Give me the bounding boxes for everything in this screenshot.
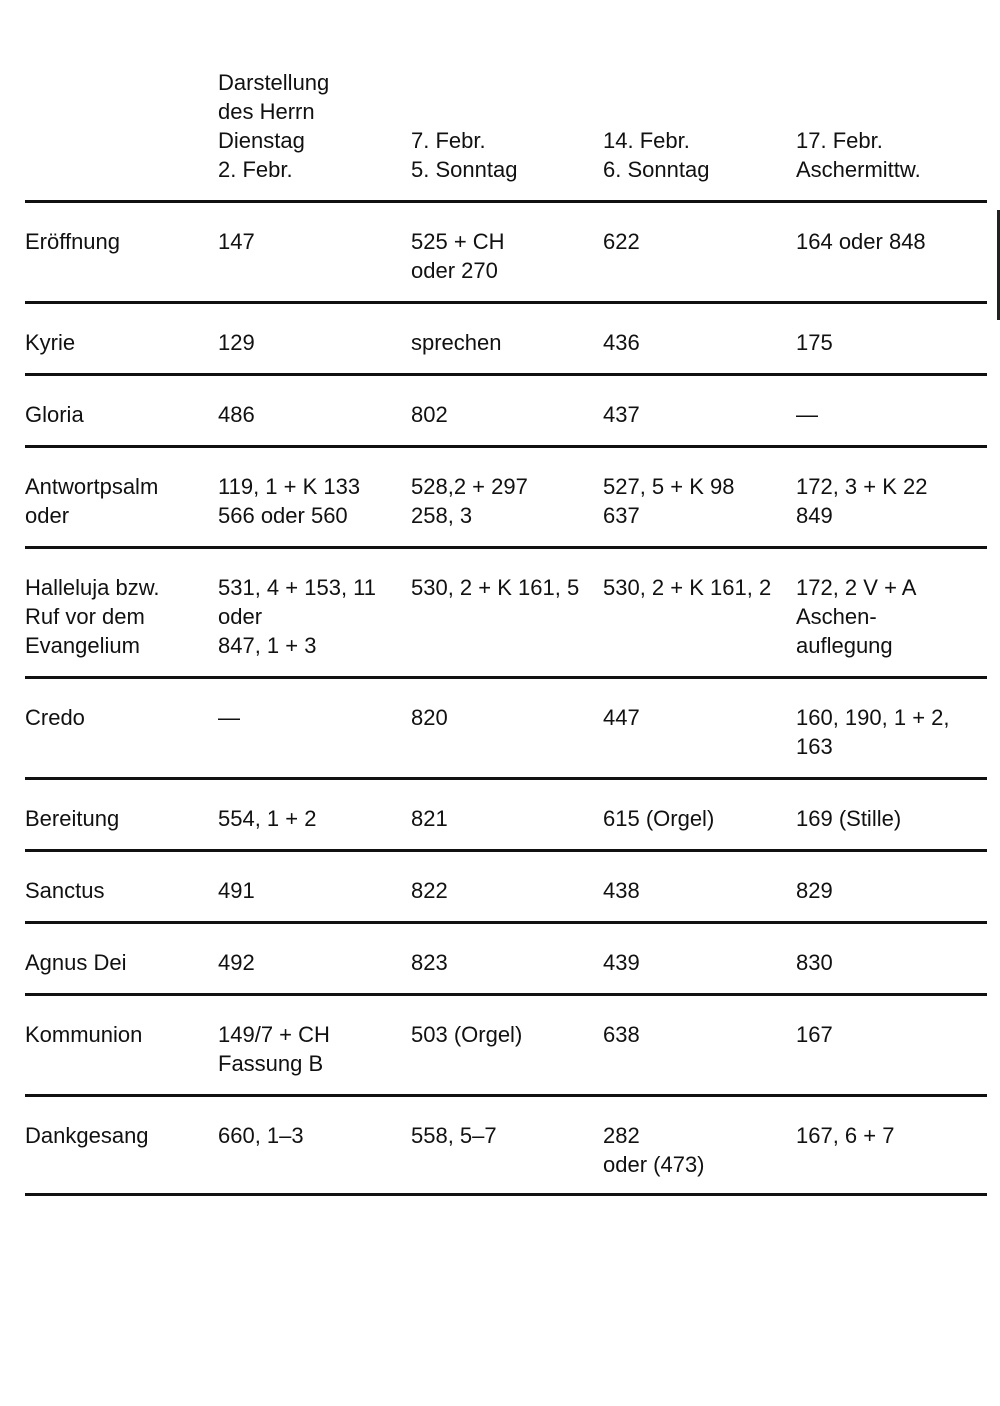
hymn-schedule-table	[25, 200, 987, 1196]
row-label: Bereitung	[25, 806, 120, 831]
table-cell: 167, 6 + 7	[796, 1123, 895, 1148]
row-label: Agnus Dei	[25, 950, 127, 975]
header-date-2-febr: Darstellung des Herrn Dienstag 2. Febr.	[218, 70, 330, 182]
table-header	[25, 64, 987, 202]
table-cell: 558, 5–7	[411, 1123, 497, 1148]
table-cell: 527, 5 + K 98 637	[603, 474, 735, 528]
table-cell: 615 (Orgel)	[603, 806, 715, 831]
table-cell: 175	[796, 330, 833, 355]
table-row-kyrie	[25, 301, 987, 373]
row-label: Dankgesang	[25, 1123, 149, 1148]
table-cell: 438	[603, 878, 640, 903]
table-cell: 172, 2 V + A Aschen- auflegung	[796, 575, 917, 658]
table-cell: 447	[603, 705, 640, 730]
table-cell: 528,2 + 297 258, 3	[411, 474, 528, 528]
table-row-bereitung	[25, 777, 987, 849]
table-cell: 531, 4 + 153, 11 oder 847, 1 + 3	[218, 575, 377, 658]
table-cell: 129	[218, 330, 255, 355]
table-row-halleluja	[25, 546, 987, 676]
row-label: Credo	[25, 705, 85, 730]
table-cell: 622	[603, 229, 640, 254]
table-cell: 503 (Orgel)	[411, 1022, 523, 1047]
table-cell: 282 oder (473)	[603, 1123, 705, 1177]
table-cell: 554, 1 + 2	[218, 806, 317, 831]
table-cell: 164 oder 848	[796, 229, 926, 254]
row-label: Kyrie	[25, 330, 76, 355]
table-cell: 829	[796, 878, 833, 903]
row-label: Antwortpsalm oder	[25, 474, 159, 528]
table-row-agnus-dei	[25, 921, 987, 993]
table-cell: 830	[796, 950, 833, 975]
table-cell: 525 + CH oder 270	[411, 229, 505, 283]
table-cell: 822	[411, 878, 448, 903]
row-label: Halleluja bzw. Ruf vor dem Evangelium	[25, 575, 160, 658]
table-cell: 821	[411, 806, 448, 831]
table-cell: 439	[603, 950, 640, 975]
table-cell: 167	[796, 1022, 833, 1047]
table-row-credo	[25, 676, 987, 777]
table-cell: 530, 2 + K 161, 5	[411, 575, 580, 600]
table-cell: 638	[603, 1022, 640, 1047]
table-row-gloria	[25, 373, 987, 445]
table-row-eroeffnung	[25, 200, 987, 301]
table-row-dankgesang	[25, 1094, 987, 1196]
table-cell: 149/7 + CH Fassung B	[218, 1022, 330, 1076]
table-cell: 172, 3 + K 22 849	[796, 474, 928, 528]
table-cell: 169 (Stille)	[796, 806, 902, 831]
table-cell: 660, 1–3	[218, 1123, 304, 1148]
table-cell: 823	[411, 950, 448, 975]
row-label: Kommunion	[25, 1022, 143, 1047]
table-cell: 486	[218, 402, 255, 427]
table-cell: 436	[603, 330, 640, 355]
table-cell: 491	[218, 878, 255, 903]
table-cell: —	[218, 705, 240, 730]
table-cell: 492	[218, 950, 255, 975]
table-cell: 802	[411, 402, 448, 427]
table-row-kommunion	[25, 993, 987, 1094]
table-cell: 160, 190, 1 + 2, 163	[796, 705, 950, 759]
table-cell: 147	[218, 229, 255, 254]
table-row-sanctus	[25, 849, 987, 921]
table-cell: 437	[603, 402, 640, 427]
table-cell: —	[796, 402, 818, 427]
row-label: Gloria	[25, 402, 84, 427]
header-date-7-febr: 7. Febr. 5. Sonntag	[411, 128, 518, 182]
header-date-14-febr: 14. Febr. 6. Sonntag	[603, 128, 710, 182]
table-cell: 820	[411, 705, 448, 730]
table-row-antwortpsalm	[25, 445, 987, 546]
table-cell: sprechen	[411, 330, 502, 355]
header-date-17-febr: 17. Febr. Aschermittw.	[796, 128, 921, 182]
row-label: Sanctus	[25, 878, 105, 903]
row-label: Eröffnung	[25, 229, 121, 254]
table-cell: 119, 1 + K 133 566 oder 560	[218, 474, 361, 528]
table-cell: 530, 2 + K 161, 2	[603, 575, 772, 600]
